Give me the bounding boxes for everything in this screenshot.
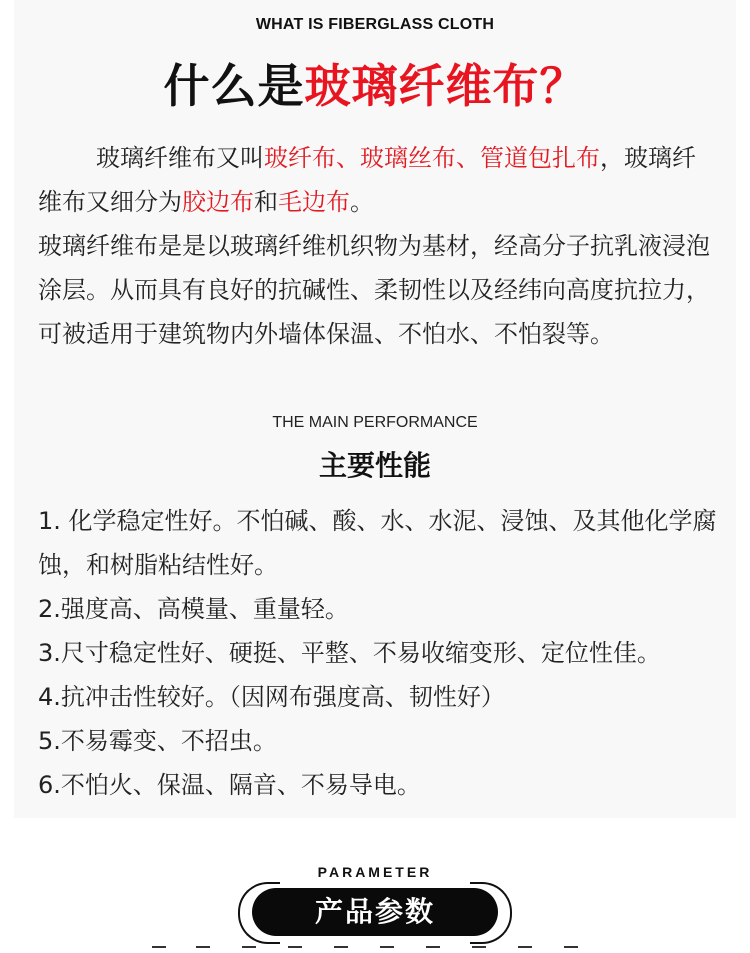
cropped-glyph	[518, 946, 532, 948]
list-item: 6.不怕火、保温、隔音、不易导电。	[38, 771, 421, 799]
list-item: 2.强度高、高模量、重量轻。	[38, 595, 349, 623]
intro-highlight-raw-edge: 毛边布	[278, 188, 350, 216]
en-section-title: WHAT IS FIBERGLASS CLOTH	[255, 16, 495, 33]
cropped-table-row	[150, 940, 610, 953]
cropped-glyph	[152, 946, 166, 948]
parameter-badge	[238, 882, 512, 942]
intro-highlight-aliases: 玻纤布、玻璃丝布、管道包扎布	[264, 144, 600, 172]
intro-text-segment: ，玻璃纤维布又细分为	[38, 144, 696, 216]
cropped-glyph	[334, 946, 348, 948]
intro-text-segment: 。	[350, 188, 374, 216]
performance-list	[38, 499, 728, 807]
cropped-glyph	[288, 946, 302, 948]
intro-text-segment: 玻璃纤维布又叫	[96, 144, 264, 172]
cropped-glyph	[196, 946, 210, 948]
list-item: 3.尺寸稳定性好、硬挺、平整、不易收缩变形、定位性佳。	[38, 639, 661, 667]
intro-text-segment: 和	[254, 188, 278, 216]
cropped-glyph	[380, 946, 394, 948]
en-performance-title: THE MAIN PERFORMANCE	[272, 414, 478, 431]
list-item: 4.抗冲击性较好。（因网布强度高、韧性好）	[38, 683, 505, 711]
page-title	[0, 50, 750, 116]
intro-text	[38, 136, 718, 356]
en-parameter-title: PARAMETER	[317, 864, 433, 880]
cropped-glyph	[564, 946, 578, 948]
cropped-glyph	[242, 946, 256, 948]
list-item: 1. 化学稳定性好。不怕碱、酸、水、水泥、浸蚀、及其他化学腐蚀，和树脂粘结性好。	[38, 507, 717, 579]
cropped-glyph	[472, 946, 486, 948]
list-item: 5.不易霉变、不招虫。	[38, 727, 277, 755]
performance-title: 主要性能	[318, 449, 431, 482]
page-title-red: 玻璃纤维布？	[304, 59, 587, 113]
intro-paragraph-1	[38, 136, 718, 224]
intro-highlight-glued-edge: 胶边布	[182, 188, 254, 216]
parameter-title: 产品参数	[252, 888, 498, 936]
page-title-black: 什么是	[163, 59, 305, 113]
intro-paragraph-2: 玻璃纤维布是是以玻璃纤维机织物为基材，经高分子抗乳液浸泡涂层。从而具有良好的抗碱性、柔韧性以及经纬向高度抗拉力，可被适用于建筑物内外墙体保温、不怕水、不怕裂等。	[38, 232, 710, 348]
cropped-glyph	[426, 946, 440, 948]
